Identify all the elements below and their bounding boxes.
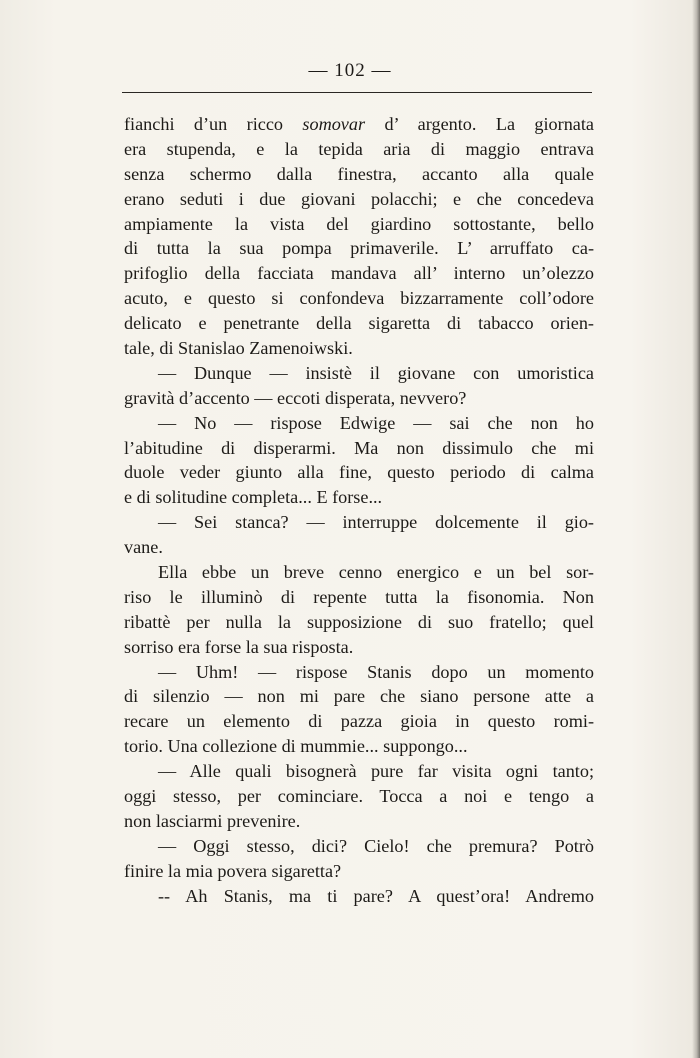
page-number: — 102 — (308, 60, 392, 81)
text-line (124, 485, 594, 510)
text-line (124, 809, 594, 834)
text-line (124, 784, 594, 809)
text-segment: erano seduti i due giovani polacchi; e che concedeva (124, 188, 594, 209)
text-line (124, 411, 594, 436)
text-line (124, 460, 594, 485)
text-line (124, 212, 594, 237)
text-segment: — Sei stanca? — interruppe dolcemente il gio- (158, 512, 594, 533)
text-segment: delicato e penetrante della sigaretta di tabacco orien- (124, 313, 594, 334)
text-segment: sorriso era forse la sua risposta. (124, 636, 354, 657)
text-segment: — Alle quali bisognerà pure far visita ogni tanto; (158, 761, 594, 782)
text-segment: oggi stesso, per cominciare. Tocca a noi e tengo a (124, 786, 594, 807)
text-line (124, 610, 594, 635)
text-line (124, 261, 594, 286)
text-segment: fianchi d’un ricco (124, 114, 303, 134)
text-segment: finire la mia povera sigaretta? (124, 860, 342, 881)
text-line (124, 386, 594, 411)
text-segment: recare un elemento di pazza gioia in questo romi- (124, 711, 594, 732)
text-line (124, 759, 594, 784)
text-segment: ribattè per nulla la supposizione di suo fratello; quel (124, 611, 594, 632)
text-line (124, 660, 594, 685)
text-segment: — Dunque — insistè il giovane con umoristica (158, 362, 594, 383)
text-line (124, 286, 594, 311)
text-line (124, 361, 594, 386)
text-line (124, 859, 594, 884)
text-line (124, 684, 594, 709)
page-edge-shadow (692, 0, 700, 1058)
text-line (124, 734, 594, 759)
text-line (124, 884, 594, 909)
text-line (124, 112, 594, 137)
text-segment: Ella ebbe un breve cenno energico e un bel sor- (158, 562, 594, 583)
text-line (124, 187, 594, 212)
text-segment: prifoglio della facciata mandava all’ interno un’olezzo (124, 263, 594, 284)
text-line (124, 834, 594, 859)
text-line (124, 709, 594, 734)
text-segment: — Uhm! — rispose Stanis dopo un momento (158, 661, 594, 682)
text-segment: — Oggi stesso, dici? Cielo! che premura? Potrò (158, 835, 594, 856)
text-line (124, 560, 594, 585)
text-line (124, 635, 594, 660)
text-line (124, 236, 594, 261)
text-segment: tale, di Stanislao Zamenoiwski. (124, 338, 353, 359)
text-segment: torio. Una collezione di mummie... suppongo... (124, 736, 468, 757)
text-segment: duole veder giunto alla fine, questo periodo di calma (124, 462, 594, 483)
italic-word: somovar (302, 114, 366, 134)
text-segment: vane. (124, 537, 163, 558)
text-line (124, 510, 594, 535)
text-segment: e di solitudine completa... E forse... (124, 487, 383, 508)
text-segment: riso le illuminò di repente tutta la fisonomia. Non (124, 586, 594, 607)
text-segment: d’ argento. La giornata (365, 114, 595, 134)
text-segment: -- Ah Stanis, ma ti pare? A quest’ora! Andremo (158, 885, 594, 906)
text-segment: gravità d’accento — eccoti disperata, nevvero? (124, 387, 467, 408)
text-segment: ampiamente la vista del giardino sottostante, bello (124, 213, 594, 234)
text-segment: — No — rispose Edwige — sai che non ho (158, 412, 594, 433)
body-text (124, 112, 594, 909)
text-line (124, 336, 594, 361)
header-rule (122, 92, 592, 93)
text-segment: era stupenda, e la tepida aria di maggio entrava (124, 138, 594, 159)
text-segment: acuto, e questo si confondeva bizzarramente coll’odore (124, 288, 594, 309)
text-segment: non lasciarmi prevenire. (124, 810, 301, 831)
text-line (124, 535, 594, 560)
text-line (124, 585, 594, 610)
text-line (124, 311, 594, 336)
text-line (124, 137, 594, 162)
text-segment: di tutta la sua pompa primaverile. L’ arruffato ca- (124, 238, 594, 259)
text-line (124, 436, 594, 461)
text-segment: di silenzio — non mi pare che siano persone atte a (124, 686, 594, 707)
text-line (124, 162, 594, 187)
text-segment: senza schermo dalla finestra, accanto alla quale (124, 163, 594, 184)
text-segment: l’abitudine di disperarmi. Ma non dissimulo che mi (124, 437, 594, 458)
